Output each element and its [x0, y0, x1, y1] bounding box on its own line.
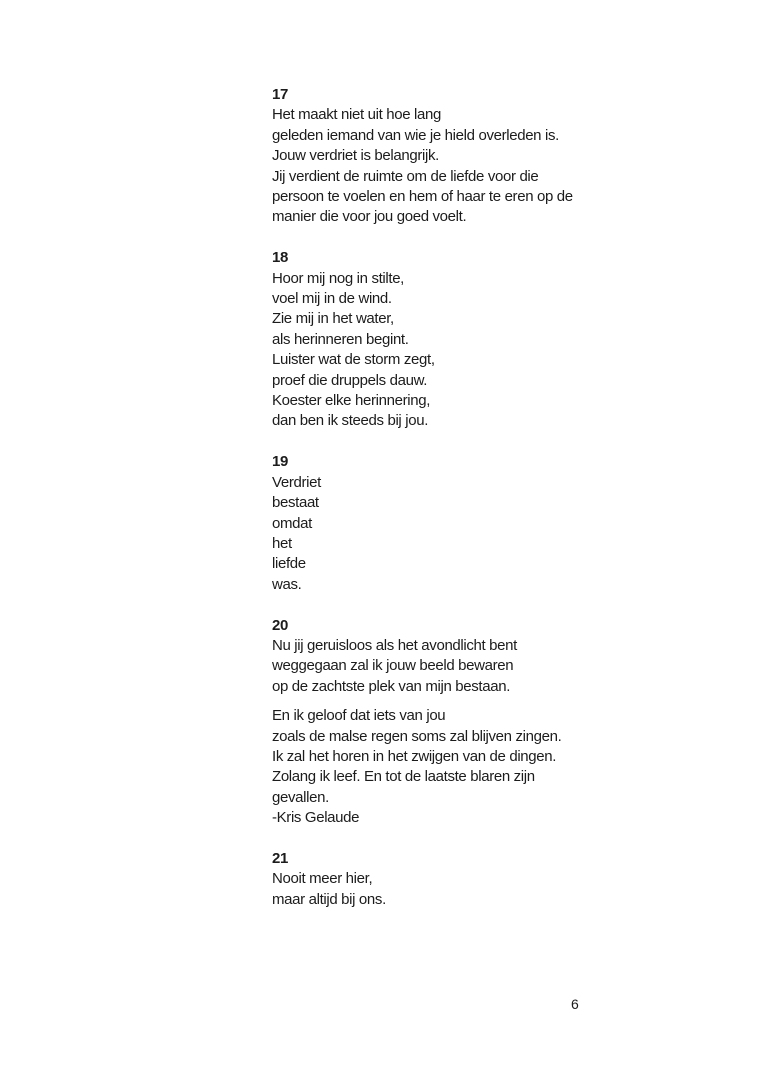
poem-line: op de zachtste plek van mijn bestaan. [272, 677, 511, 695]
poem-line: manier die voor jou goed voelt. [272, 208, 467, 226]
poem-line: zoals de malse regen soms zal blijven zingen. [272, 727, 562, 745]
poem-line: Koester elke herinnering, [272, 392, 431, 410]
poem-line: weggegaan zal ik jouw beeld bewaren [272, 657, 514, 675]
poem-line: Nu jij geruisloos als het avondlicht bent [272, 636, 517, 654]
poem-line: -Kris Gelaude [272, 809, 360, 827]
poem-paragraph [272, 269, 573, 432]
poem-content [272, 85, 573, 931]
poem-line: Verdriet [272, 473, 321, 491]
poem-line: geleden iemand van wie je hield overleden is. [272, 126, 559, 144]
poem-line: liefde [272, 555, 306, 573]
poem-line: Hoor mij nog in stilte, [272, 269, 405, 287]
section-number: 21 [272, 849, 288, 867]
poem-line: Luister wat de storm zegt, [272, 351, 435, 369]
poem-section [272, 248, 573, 432]
poem-paragraph [272, 473, 573, 595]
poem-line: omdat [272, 514, 312, 532]
section-number: 17 [272, 86, 288, 103]
poem-line: gevallen. [272, 788, 329, 806]
poem-section [272, 452, 573, 595]
poem-line: Jij verdient de ruimte om de liefde voor die [272, 167, 539, 185]
poem-line: Het maakt niet uit hoe lang [272, 106, 441, 124]
poem-line: persoon te voelen en hem of haar te eren op de [272, 188, 573, 206]
poem-section [272, 616, 573, 829]
section-number: 18 [272, 249, 288, 267]
section-number: 19 [272, 453, 288, 471]
poem-line: Zolang ik leef. En tot de laatste blaren zijn [272, 768, 535, 786]
poem-section [272, 85, 573, 228]
poem-line: maar altijd bij ons. [272, 890, 386, 908]
poem-line: voel mij in de wind. [272, 290, 392, 308]
poem-line: proef die druppels dauw. [272, 371, 428, 389]
poem-paragraph [272, 869, 573, 910]
poem-paragraph [272, 706, 573, 828]
poem-line: Ik zal het horen in het zwijgen van de dingen. [272, 747, 557, 765]
poem-line: Zie mij in het water, [272, 310, 394, 328]
poem-line: bestaat [272, 494, 319, 512]
page-number: 6 [571, 996, 579, 1012]
poem-line: En ik geloof dat iets van jou [272, 707, 446, 725]
poem-line: dan ben ik steeds bij jou. [272, 412, 429, 430]
poem-line: Nooit meer hier, [272, 870, 373, 888]
poem-line: Jouw verdriet is belangrijk. [272, 147, 439, 165]
poem-line: als herinneren begint. [272, 330, 409, 348]
poem-line: het [272, 534, 292, 552]
poem-paragraph [272, 105, 573, 227]
poem-section [272, 849, 573, 910]
section-number: 20 [272, 616, 288, 634]
poem-paragraph [272, 636, 573, 697]
poem-line: was. [272, 575, 302, 593]
